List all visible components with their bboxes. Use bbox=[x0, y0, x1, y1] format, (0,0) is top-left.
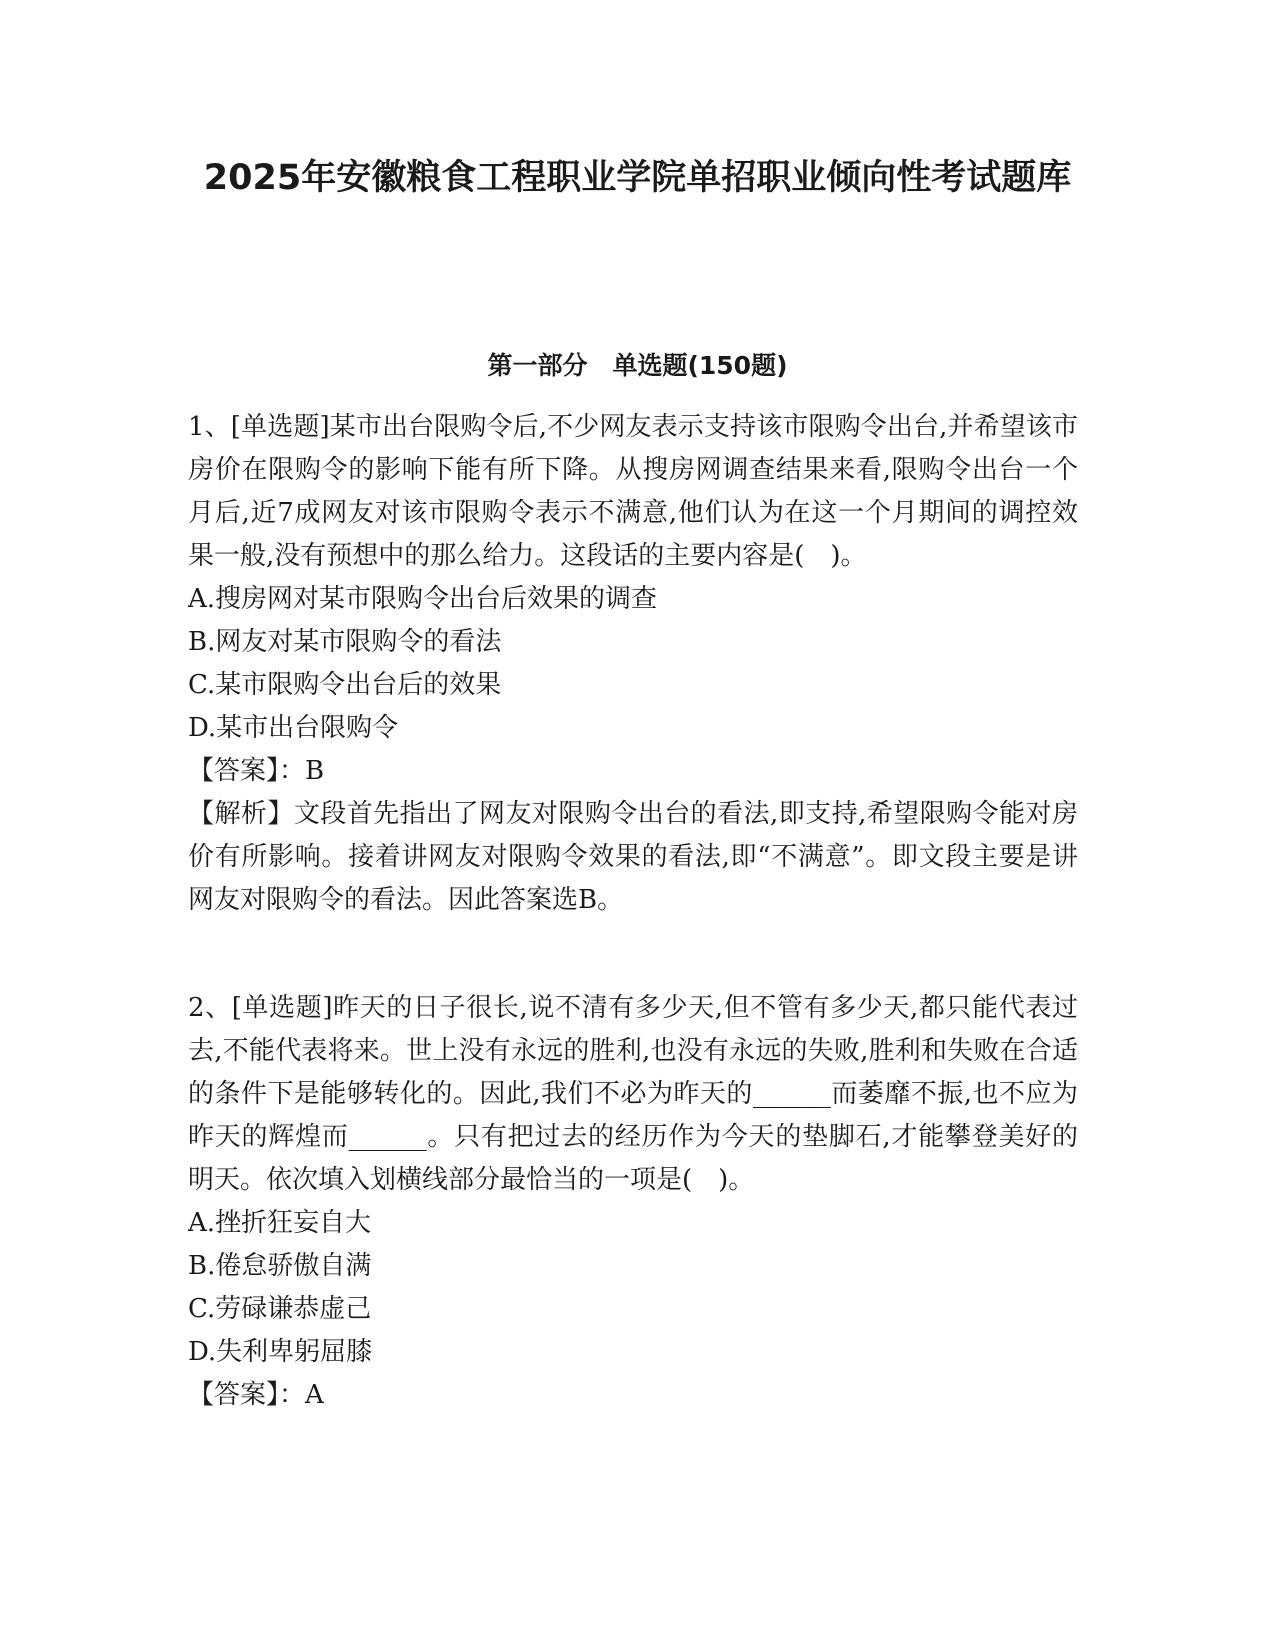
question-stem: 1、[单选题]某市出台限购令后,不少网友表示支持该市限购令出台,并希望该市房价在限购令的影响下能有所下降。从搜房网调查结果来看,限购令出台一个月后,近7成网友对该市限购令表示不满意,他们认为在这一个月期间的调控效果一般,没有预想中的那么给力。这段话的主要内容是( )。 bbox=[188, 412, 1078, 571]
option-b: B.网友对某市限购令的看法 bbox=[188, 627, 502, 657]
question-stem: 2、[单选题]昨天的日子很长,说不清有多少天,但不管有多少天,都只能代表过去,不能代表将来。世上没有永远的胜利,也没有永远的失败,胜利和失败在合适的条件下是能够转化的。因此,我们不必为昨天的______而萎靡不振,也不应为昨天的辉煌而______。只有把过去的经历作为今天的垫脚石,才能攀登美好的明天。依次填入划横线部分最恰当的一项是( )。 bbox=[188, 993, 1078, 1195]
option-d: D.某市出台限购令 bbox=[188, 713, 399, 743]
question-1 bbox=[188, 406, 1078, 922]
question-2 bbox=[188, 987, 1078, 1417]
option-a: A.挫折狂妄自大 bbox=[188, 1208, 372, 1238]
section-heading: 第一部分 单选题(150题) bbox=[487, 351, 788, 380]
option-c: C.劳碌谦恭虚己 bbox=[188, 1294, 372, 1324]
document-title: 2025年安徽粮食工程职业学院单招职业倾向性考试题库 bbox=[203, 158, 1072, 198]
analysis-paragraph: 【解析】文段首先指出了网友对限购令出台的看法,即支持,希望限购令能对房价有所影响。接着讲网友对限购令效果的看法,即“不满意”。即文段主要是讲网友对限购令的看法。因此答案选B。 bbox=[188, 799, 1078, 915]
option-b: B.倦怠骄傲自满 bbox=[188, 1251, 372, 1281]
answer-line: 【答案】：B bbox=[188, 756, 325, 786]
option-a: A.搜房网对某市限购令出台后效果的调查 bbox=[188, 584, 658, 614]
answer-line: 【答案】：A bbox=[188, 1380, 324, 1410]
option-d: D.失利卑躬屈膝 bbox=[188, 1337, 373, 1367]
option-c: C.某市限购令出台后的效果 bbox=[188, 670, 502, 700]
